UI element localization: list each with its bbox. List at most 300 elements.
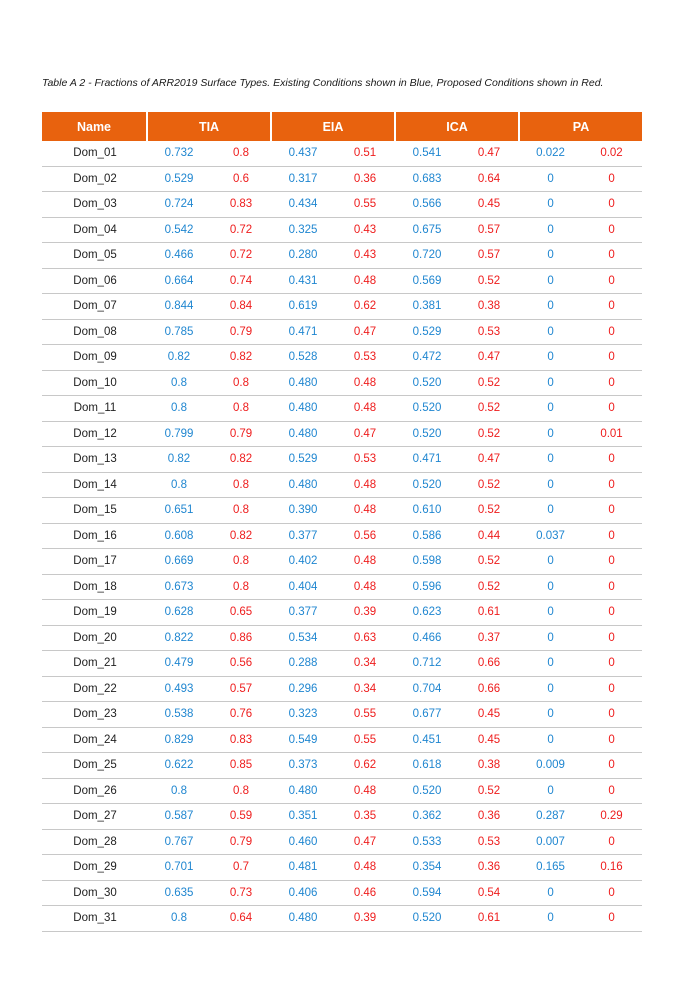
cell-eia-existing: 0.280: [272, 243, 334, 269]
surface-fractions-table: [42, 112, 642, 932]
cell-tia-existing: 0.767: [148, 830, 210, 856]
cell-ica-proposed: 0.47: [458, 447, 520, 473]
cell-tia-proposed: 0.84: [210, 294, 272, 320]
cell-name: Dom_13: [42, 447, 148, 473]
cell-tia-proposed: 0.64: [210, 906, 272, 932]
cell-eia-proposed: 0.43: [334, 218, 396, 244]
table-row: [42, 243, 642, 269]
header-pa: PA: [520, 112, 642, 141]
cell-pa-existing: 0: [520, 906, 581, 932]
cell-tia-existing: 0.479: [148, 651, 210, 677]
table-body: [42, 141, 642, 932]
cell-pa-existing: 0: [520, 626, 581, 652]
cell-name: Dom_19: [42, 600, 148, 626]
cell-tia-existing: 0.732: [148, 141, 210, 167]
cell-eia-proposed: 0.48: [334, 371, 396, 397]
cell-pa-proposed: 0: [581, 575, 642, 601]
cell-tia-existing: 0.608: [148, 524, 210, 550]
cell-tia-proposed: 0.8: [210, 473, 272, 499]
cell-eia-proposed: 0.56: [334, 524, 396, 550]
cell-pa-proposed: 0.16: [581, 855, 642, 881]
cell-pa-existing: 0: [520, 371, 581, 397]
cell-eia-proposed: 0.36: [334, 167, 396, 193]
cell-ica-existing: 0.675: [396, 218, 458, 244]
cell-ica-proposed: 0.52: [458, 269, 520, 295]
cell-name: Dom_07: [42, 294, 148, 320]
cell-ica-existing: 0.520: [396, 371, 458, 397]
cell-pa-proposed: 0: [581, 396, 642, 422]
cell-eia-proposed: 0.62: [334, 294, 396, 320]
cell-tia-existing: 0.8: [148, 779, 210, 805]
cell-pa-proposed: 0: [581, 830, 642, 856]
cell-pa-proposed: 0: [581, 651, 642, 677]
cell-tia-existing: 0.8: [148, 396, 210, 422]
cell-tia-existing: 0.8: [148, 473, 210, 499]
cell-eia-existing: 0.434: [272, 192, 334, 218]
cell-tia-proposed: 0.83: [210, 192, 272, 218]
cell-name: Dom_31: [42, 906, 148, 932]
cell-tia-proposed: 0.74: [210, 269, 272, 295]
cell-ica-existing: 0.466: [396, 626, 458, 652]
table-row: [42, 269, 642, 295]
cell-ica-proposed: 0.47: [458, 141, 520, 167]
table-row: [42, 855, 642, 881]
cell-eia-proposed: 0.47: [334, 320, 396, 346]
cell-tia-existing: 0.538: [148, 702, 210, 728]
cell-tia-existing: 0.8: [148, 906, 210, 932]
table-row: [42, 371, 642, 397]
header-row: [42, 112, 642, 141]
cell-pa-proposed: 0: [581, 294, 642, 320]
table-row: [42, 651, 642, 677]
cell-tia-existing: 0.785: [148, 320, 210, 346]
cell-name: Dom_02: [42, 167, 148, 193]
cell-eia-proposed: 0.35: [334, 804, 396, 830]
cell-ica-existing: 0.451: [396, 728, 458, 754]
cell-eia-existing: 0.534: [272, 626, 334, 652]
table-row: [42, 447, 642, 473]
cell-tia-proposed: 0.73: [210, 881, 272, 907]
cell-pa-proposed: 0: [581, 906, 642, 932]
cell-name: Dom_25: [42, 753, 148, 779]
cell-tia-proposed: 0.8: [210, 371, 272, 397]
cell-eia-existing: 0.437: [272, 141, 334, 167]
cell-tia-proposed: 0.72: [210, 218, 272, 244]
cell-pa-existing: 0: [520, 192, 581, 218]
cell-tia-proposed: 0.8: [210, 549, 272, 575]
cell-pa-existing: 0: [520, 218, 581, 244]
table-row: [42, 906, 642, 932]
cell-eia-existing: 0.317: [272, 167, 334, 193]
cell-ica-existing: 0.618: [396, 753, 458, 779]
cell-pa-existing: 0: [520, 600, 581, 626]
cell-name: Dom_09: [42, 345, 148, 371]
cell-ica-existing: 0.520: [396, 396, 458, 422]
cell-name: Dom_11: [42, 396, 148, 422]
cell-name: Dom_01: [42, 141, 148, 167]
table-row: [42, 396, 642, 422]
cell-pa-existing: 0: [520, 473, 581, 499]
cell-tia-existing: 0.799: [148, 422, 210, 448]
cell-eia-proposed: 0.48: [334, 396, 396, 422]
cell-pa-proposed: 0: [581, 779, 642, 805]
cell-ica-existing: 0.354: [396, 855, 458, 881]
cell-ica-proposed: 0.52: [458, 498, 520, 524]
cell-eia-proposed: 0.48: [334, 269, 396, 295]
header-ica: ICA: [396, 112, 520, 141]
cell-pa-existing: 0: [520, 422, 581, 448]
cell-tia-existing: 0.529: [148, 167, 210, 193]
cell-name: Dom_05: [42, 243, 148, 269]
cell-ica-existing: 0.362: [396, 804, 458, 830]
cell-pa-existing: 0: [520, 575, 581, 601]
cell-name: Dom_15: [42, 498, 148, 524]
cell-name: Dom_24: [42, 728, 148, 754]
cell-ica-proposed: 0.52: [458, 396, 520, 422]
cell-eia-existing: 0.528: [272, 345, 334, 371]
cell-ica-proposed: 0.36: [458, 804, 520, 830]
cell-ica-existing: 0.677: [396, 702, 458, 728]
cell-eia-proposed: 0.43: [334, 243, 396, 269]
cell-eia-proposed: 0.55: [334, 702, 396, 728]
cell-eia-proposed: 0.55: [334, 728, 396, 754]
table-row: [42, 600, 642, 626]
cell-eia-proposed: 0.39: [334, 600, 396, 626]
cell-name: Dom_04: [42, 218, 148, 244]
cell-eia-existing: 0.529: [272, 447, 334, 473]
cell-tia-existing: 0.669: [148, 549, 210, 575]
cell-name: Dom_29: [42, 855, 148, 881]
cell-eia-proposed: 0.47: [334, 830, 396, 856]
cell-eia-proposed: 0.48: [334, 855, 396, 881]
cell-pa-proposed: 0: [581, 728, 642, 754]
header-eia: EIA: [272, 112, 396, 141]
cell-pa-existing: 0: [520, 702, 581, 728]
cell-ica-existing: 0.569: [396, 269, 458, 295]
cell-pa-proposed: 0: [581, 243, 642, 269]
cell-pa-proposed: 0: [581, 320, 642, 346]
cell-tia-existing: 0.628: [148, 600, 210, 626]
cell-tia-existing: 0.701: [148, 855, 210, 881]
cell-tia-existing: 0.622: [148, 753, 210, 779]
table-row: [42, 294, 642, 320]
cell-pa-existing: 0: [520, 320, 581, 346]
cell-pa-existing: 0: [520, 345, 581, 371]
cell-pa-proposed: 0: [581, 447, 642, 473]
cell-eia-existing: 0.480: [272, 396, 334, 422]
cell-pa-existing: 0: [520, 651, 581, 677]
cell-ica-existing: 0.381: [396, 294, 458, 320]
cell-eia-proposed: 0.46: [334, 881, 396, 907]
cell-ica-proposed: 0.61: [458, 600, 520, 626]
cell-eia-proposed: 0.53: [334, 345, 396, 371]
cell-ica-proposed: 0.45: [458, 192, 520, 218]
cell-ica-proposed: 0.52: [458, 575, 520, 601]
cell-tia-proposed: 0.79: [210, 320, 272, 346]
cell-tia-proposed: 0.8: [210, 575, 272, 601]
cell-ica-existing: 0.683: [396, 167, 458, 193]
cell-eia-proposed: 0.48: [334, 779, 396, 805]
cell-eia-existing: 0.460: [272, 830, 334, 856]
cell-ica-proposed: 0.53: [458, 320, 520, 346]
table-row: [42, 218, 642, 244]
cell-name: Dom_28: [42, 830, 148, 856]
cell-eia-existing: 0.373: [272, 753, 334, 779]
cell-ica-proposed: 0.57: [458, 218, 520, 244]
cell-tia-existing: 0.8: [148, 371, 210, 397]
cell-tia-existing: 0.724: [148, 192, 210, 218]
cell-eia-existing: 0.406: [272, 881, 334, 907]
cell-tia-proposed: 0.56: [210, 651, 272, 677]
cell-tia-proposed: 0.6: [210, 167, 272, 193]
cell-eia-existing: 0.351: [272, 804, 334, 830]
cell-pa-existing: 0: [520, 677, 581, 703]
cell-pa-proposed: 0: [581, 753, 642, 779]
cell-eia-proposed: 0.51: [334, 141, 396, 167]
cell-eia-existing: 0.481: [272, 855, 334, 881]
cell-name: Dom_23: [42, 702, 148, 728]
cell-ica-existing: 0.520: [396, 906, 458, 932]
cell-ica-proposed: 0.47: [458, 345, 520, 371]
cell-pa-existing: 0.022: [520, 141, 581, 167]
cell-ica-proposed: 0.36: [458, 855, 520, 881]
cell-pa-proposed: 0: [581, 600, 642, 626]
cell-ica-proposed: 0.44: [458, 524, 520, 550]
cell-pa-proposed: 0: [581, 192, 642, 218]
cell-ica-proposed: 0.64: [458, 167, 520, 193]
cell-pa-existing: 0: [520, 447, 581, 473]
cell-ica-existing: 0.596: [396, 575, 458, 601]
cell-ica-existing: 0.704: [396, 677, 458, 703]
cell-eia-existing: 0.431: [272, 269, 334, 295]
table-row: [42, 575, 642, 601]
cell-tia-proposed: 0.7: [210, 855, 272, 881]
cell-ica-proposed: 0.45: [458, 728, 520, 754]
cell-pa-proposed: 0: [581, 473, 642, 499]
cell-tia-proposed: 0.8: [210, 498, 272, 524]
cell-name: Dom_20: [42, 626, 148, 652]
cell-tia-existing: 0.651: [148, 498, 210, 524]
cell-eia-existing: 0.288: [272, 651, 334, 677]
cell-pa-existing: 0.287: [520, 804, 581, 830]
table-row: [42, 422, 642, 448]
cell-ica-existing: 0.520: [396, 779, 458, 805]
cell-tia-proposed: 0.8: [210, 396, 272, 422]
cell-ica-existing: 0.541: [396, 141, 458, 167]
cell-ica-proposed: 0.61: [458, 906, 520, 932]
cell-tia-existing: 0.829: [148, 728, 210, 754]
cell-tia-proposed: 0.86: [210, 626, 272, 652]
cell-pa-proposed: 0.02: [581, 141, 642, 167]
table-row: [42, 626, 642, 652]
cell-tia-existing: 0.664: [148, 269, 210, 295]
cell-ica-proposed: 0.66: [458, 677, 520, 703]
cell-tia-proposed: 0.79: [210, 830, 272, 856]
cell-tia-proposed: 0.8: [210, 141, 272, 167]
cell-ica-proposed: 0.52: [458, 371, 520, 397]
cell-tia-existing: 0.466: [148, 243, 210, 269]
cell-eia-proposed: 0.48: [334, 549, 396, 575]
cell-tia-existing: 0.844: [148, 294, 210, 320]
cell-tia-proposed: 0.59: [210, 804, 272, 830]
cell-pa-proposed: 0: [581, 167, 642, 193]
cell-eia-existing: 0.377: [272, 524, 334, 550]
cell-tia-proposed: 0.76: [210, 702, 272, 728]
cell-ica-existing: 0.566: [396, 192, 458, 218]
cell-tia-proposed: 0.83: [210, 728, 272, 754]
cell-ica-existing: 0.471: [396, 447, 458, 473]
table-row: [42, 524, 642, 550]
cell-pa-proposed: 0: [581, 371, 642, 397]
cell-pa-existing: 0: [520, 243, 581, 269]
table-row: [42, 830, 642, 856]
cell-eia-existing: 0.480: [272, 371, 334, 397]
cell-ica-existing: 0.529: [396, 320, 458, 346]
cell-tia-proposed: 0.82: [210, 447, 272, 473]
cell-ica-existing: 0.712: [396, 651, 458, 677]
cell-pa-existing: 0: [520, 728, 581, 754]
table-row: [42, 192, 642, 218]
cell-name: Dom_08: [42, 320, 148, 346]
cell-eia-existing: 0.404: [272, 575, 334, 601]
cell-ica-existing: 0.598: [396, 549, 458, 575]
cell-name: Dom_26: [42, 779, 148, 805]
cell-ica-existing: 0.520: [396, 422, 458, 448]
cell-eia-existing: 0.480: [272, 422, 334, 448]
cell-eia-proposed: 0.48: [334, 498, 396, 524]
cell-eia-proposed: 0.48: [334, 575, 396, 601]
cell-tia-existing: 0.822: [148, 626, 210, 652]
cell-name: Dom_18: [42, 575, 148, 601]
cell-tia-existing: 0.493: [148, 677, 210, 703]
cell-name: Dom_27: [42, 804, 148, 830]
cell-pa-existing: 0: [520, 779, 581, 805]
table-row: [42, 804, 642, 830]
cell-ica-proposed: 0.53: [458, 830, 520, 856]
cell-name: Dom_17: [42, 549, 148, 575]
cell-ica-existing: 0.594: [396, 881, 458, 907]
cell-pa-existing: 0: [520, 881, 581, 907]
cell-ica-existing: 0.472: [396, 345, 458, 371]
table-row: [42, 881, 642, 907]
cell-eia-existing: 0.325: [272, 218, 334, 244]
cell-tia-existing: 0.542: [148, 218, 210, 244]
table-row: [42, 677, 642, 703]
table-caption: Table A 2 - Fractions of ARR2019 Surface Types. Existing Conditions shown in Blue, Proposed Conditions shown in Red.: [42, 77, 604, 89]
cell-eia-existing: 0.402: [272, 549, 334, 575]
cell-tia-existing: 0.673: [148, 575, 210, 601]
cell-pa-proposed: 0: [581, 269, 642, 295]
cell-pa-existing: 0.007: [520, 830, 581, 856]
cell-eia-proposed: 0.62: [334, 753, 396, 779]
cell-pa-proposed: 0: [581, 677, 642, 703]
cell-pa-existing: 0: [520, 549, 581, 575]
table-row: [42, 549, 642, 575]
cell-ica-proposed: 0.57: [458, 243, 520, 269]
cell-tia-existing: 0.587: [148, 804, 210, 830]
cell-ica-existing: 0.623: [396, 600, 458, 626]
cell-ica-proposed: 0.66: [458, 651, 520, 677]
cell-eia-proposed: 0.34: [334, 677, 396, 703]
cell-pa-existing: 0.037: [520, 524, 581, 550]
cell-eia-proposed: 0.39: [334, 906, 396, 932]
cell-pa-existing: 0.165: [520, 855, 581, 881]
cell-ica-proposed: 0.38: [458, 753, 520, 779]
cell-pa-proposed: 0.29: [581, 804, 642, 830]
header-name: Name: [42, 112, 148, 141]
cell-pa-existing: 0: [520, 498, 581, 524]
cell-eia-existing: 0.471: [272, 320, 334, 346]
cell-tia-existing: 0.82: [148, 447, 210, 473]
cell-eia-existing: 0.377: [272, 600, 334, 626]
header-tia: TIA: [148, 112, 272, 141]
cell-tia-proposed: 0.57: [210, 677, 272, 703]
cell-tia-existing: 0.635: [148, 881, 210, 907]
cell-pa-existing: 0: [520, 167, 581, 193]
cell-name: Dom_22: [42, 677, 148, 703]
cell-ica-existing: 0.720: [396, 243, 458, 269]
cell-pa-existing: 0: [520, 294, 581, 320]
cell-eia-existing: 0.480: [272, 906, 334, 932]
cell-ica-proposed: 0.52: [458, 422, 520, 448]
table-row: [42, 779, 642, 805]
cell-ica-proposed: 0.45: [458, 702, 520, 728]
cell-ica-existing: 0.586: [396, 524, 458, 550]
cell-name: Dom_16: [42, 524, 148, 550]
table-row: [42, 167, 642, 193]
cell-eia-proposed: 0.63: [334, 626, 396, 652]
cell-tia-proposed: 0.72: [210, 243, 272, 269]
cell-ica-proposed: 0.52: [458, 473, 520, 499]
cell-pa-proposed: 0: [581, 626, 642, 652]
cell-ica-existing: 0.610: [396, 498, 458, 524]
cell-name: Dom_06: [42, 269, 148, 295]
cell-ica-existing: 0.520: [396, 473, 458, 499]
cell-tia-proposed: 0.79: [210, 422, 272, 448]
cell-pa-proposed: 0: [581, 702, 642, 728]
cell-tia-proposed: 0.8: [210, 779, 272, 805]
cell-name: Dom_14: [42, 473, 148, 499]
cell-eia-existing: 0.619: [272, 294, 334, 320]
cell-eia-existing: 0.390: [272, 498, 334, 524]
table-row: [42, 320, 642, 346]
cell-pa-proposed: 0: [581, 218, 642, 244]
cell-eia-proposed: 0.53: [334, 447, 396, 473]
cell-name: Dom_03: [42, 192, 148, 218]
cell-name: Dom_10: [42, 371, 148, 397]
cell-pa-existing: 0.009: [520, 753, 581, 779]
cell-eia-existing: 0.480: [272, 473, 334, 499]
cell-ica-proposed: 0.54: [458, 881, 520, 907]
cell-eia-proposed: 0.48: [334, 473, 396, 499]
cell-eia-existing: 0.296: [272, 677, 334, 703]
table-row: [42, 498, 642, 524]
table-row: [42, 141, 642, 167]
cell-tia-proposed: 0.85: [210, 753, 272, 779]
cell-eia-proposed: 0.34: [334, 651, 396, 677]
cell-pa-proposed: 0: [581, 345, 642, 371]
cell-tia-proposed: 0.65: [210, 600, 272, 626]
table-row: [42, 728, 642, 754]
cell-name: Dom_21: [42, 651, 148, 677]
table-row: [42, 702, 642, 728]
cell-pa-existing: 0: [520, 396, 581, 422]
cell-pa-proposed: 0.01: [581, 422, 642, 448]
table-row: [42, 345, 642, 371]
cell-pa-proposed: 0: [581, 524, 642, 550]
cell-eia-existing: 0.323: [272, 702, 334, 728]
cell-ica-proposed: 0.52: [458, 779, 520, 805]
